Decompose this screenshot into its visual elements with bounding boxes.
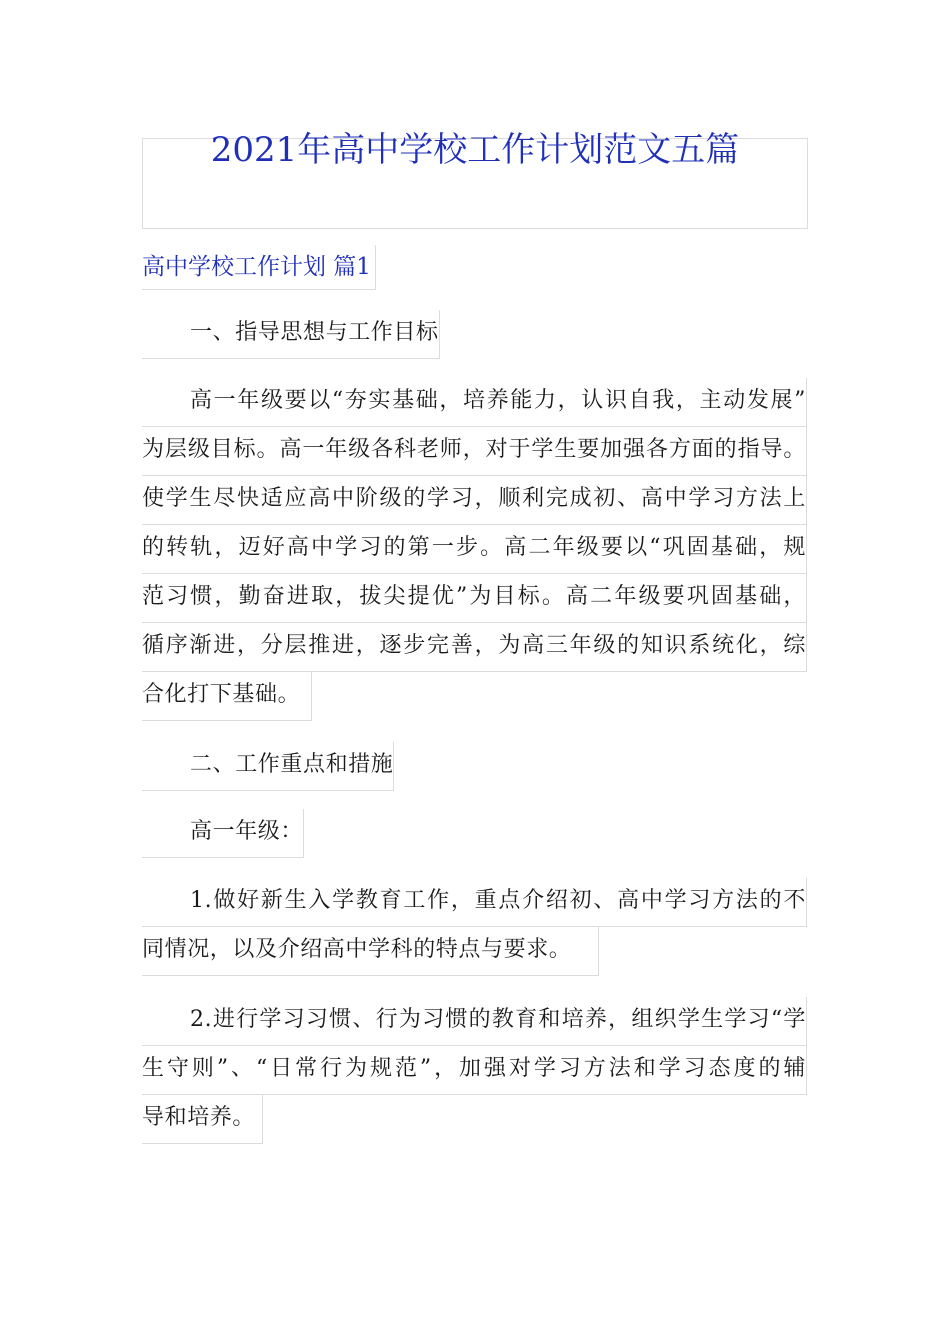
paragraph-line: 范习惯，勤奋进取，拔尖提优”为目标。高二年级要巩固基础， — [142, 574, 807, 623]
subheading-guiding-ideas: 一、指导思想与工作目标 — [142, 310, 440, 359]
paragraph-line: 循序渐进，分层推进，逐步完善，为高三年级的知识系统化，综 — [142, 623, 807, 672]
paragraph-line: 的转轨，迈好高中学习的第一步。高二年级要以“巩固基础，规 — [142, 525, 807, 574]
subheading-work-focus: 二、工作重点和措施 — [142, 742, 394, 791]
paragraph-line: 高一年级要以“夯实基础，培养能力，认识自我，主动发展” — [142, 378, 807, 427]
paragraph-line: 使学生尽快适应高中阶级的学习，顺利完成初、高中学习方法上 — [142, 476, 807, 525]
list-item-line: 1.做好新生入学教育工作，重点介绍初、高中学习方法的不 — [142, 878, 807, 927]
list-item-line: 导和培养。 — [142, 1095, 263, 1144]
section-heading: 高中学校工作计划 篇1 — [142, 245, 376, 290]
paragraph-line: 合化打下基础。 — [142, 672, 312, 721]
page-title: 2021年高中学校工作计划范文五篇 — [210, 130, 740, 170]
subheading-grade-one: 高一年级： — [142, 809, 304, 858]
list-item-line: 生守则”、“日常行为规范”，加强对学习方法和学习态度的辅 — [142, 1046, 807, 1095]
list-item-line: 同情况，以及介绍高中学科的特点与要求。 — [142, 927, 599, 976]
paragraph-line: 为层级目标。高一年级各科老师，对于学生要加强各方面的指导。 — [142, 427, 807, 476]
list-item-line: 2.进行学习习惯、行为习惯的教育和培养，组织学生学习“学 — [142, 997, 807, 1046]
